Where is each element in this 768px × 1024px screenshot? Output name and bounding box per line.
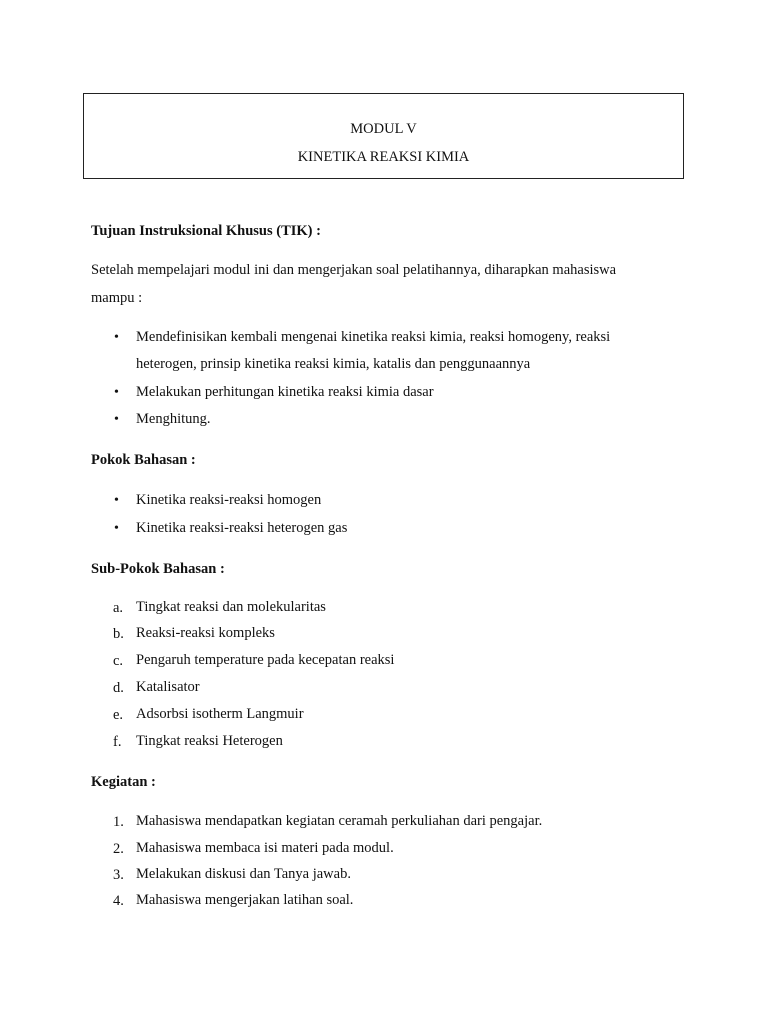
kegiatan-heading: Kegiatan : xyxy=(91,774,156,790)
list-item-text: Melakukan perhitungan kinetika reaksi kimia dasar xyxy=(136,384,434,400)
bullet-icon: • xyxy=(114,493,119,508)
bullet-icon: • xyxy=(114,330,119,345)
bullet-icon: • xyxy=(114,385,119,400)
list-marker: 1. xyxy=(113,814,124,830)
list-marker: f. xyxy=(113,734,122,750)
list-item-text: Katalisator xyxy=(136,679,200,695)
list-item-text: Mahasiswa membaca isi materi pada modul. xyxy=(136,840,394,856)
pokok-heading: Pokok Bahasan : xyxy=(91,452,196,468)
bullet-icon: • xyxy=(114,412,119,427)
list-item-text: Pengaruh temperature pada kecepatan reaksi xyxy=(136,652,395,668)
list-marker: a. xyxy=(113,600,124,616)
list-item-text: Mendefinisikan kembali mengenai kinetika reaksi kimia, reaksi homogeny, reaksi heterogen, prinsip kinetika reaksi kimia, katalis dan penggunaannya xyxy=(136,329,611,372)
list-marker: 2. xyxy=(113,841,124,857)
module-number: MODUL V xyxy=(350,121,417,137)
list-item-text: Mahasiswa mendapatkan kegiatan ceramah perkuliahan dari pengajar. xyxy=(136,813,543,829)
tik-heading: Tujuan Instruksional Khusus (TIK) : xyxy=(91,223,321,239)
list-item-text: Kinetika reaksi-reaksi heterogen gas xyxy=(136,520,348,536)
list-marker: 4. xyxy=(113,893,124,909)
tik-intro: Setelah mempelajari modul ini dan mengerjakan soal pelatihannya, diharapkan mahasiswa mampu : xyxy=(91,262,617,306)
list-item-text: Tingkat reaksi Heterogen xyxy=(136,733,283,749)
list-marker: 3. xyxy=(113,867,124,883)
list-item-text: Tingkat reaksi dan molekularitas xyxy=(136,599,326,615)
list-marker: e. xyxy=(113,707,124,723)
sub-pokok-heading: Sub-Pokok Bahasan : xyxy=(91,561,225,577)
list-item-text: Reaksi-reaksi kompleks xyxy=(136,625,275,641)
list-item-text: Menghitung. xyxy=(136,411,211,427)
list-item-text: Adsorbsi isotherm Langmuir xyxy=(136,706,304,722)
list-marker: d. xyxy=(113,680,124,696)
module-title: KINETIKA REAKSI KIMIA xyxy=(297,149,470,165)
module-title-box xyxy=(83,93,684,179)
list-item-text: Melakukan diskusi dan Tanya jawab. xyxy=(136,866,351,882)
bullet-icon: • xyxy=(114,521,119,536)
list-marker: b. xyxy=(113,626,124,642)
list-marker: c. xyxy=(113,653,124,669)
list-item-text: Kinetika reaksi-reaksi homogen xyxy=(136,492,322,508)
list-item-text: Mahasiswa mengerjakan latihan soal. xyxy=(136,892,354,908)
